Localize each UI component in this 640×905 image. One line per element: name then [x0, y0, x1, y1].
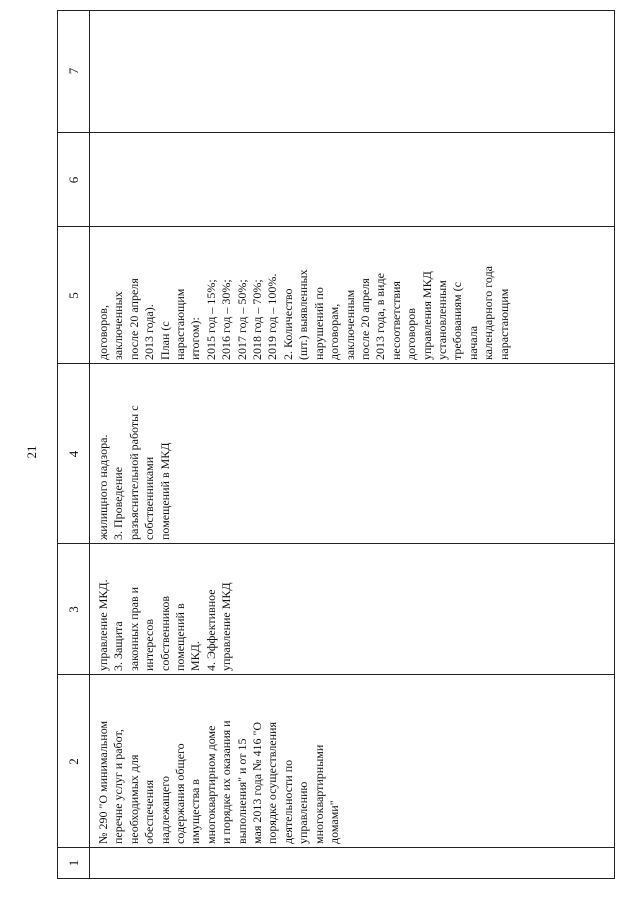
cell-line: 2019 год – 100%.	[265, 273, 280, 360]
cell-col-4	[96, 364, 173, 544]
cell-line: 2018 год – 70%;	[250, 279, 265, 360]
cell-line: помещений в МКД	[157, 442, 172, 540]
cell-line: 3. Проведение	[111, 466, 126, 540]
cell-line: договоров,	[96, 305, 110, 360]
cell-line: нарастающим	[496, 288, 511, 360]
cell-line: после 20 апреля	[357, 278, 372, 360]
cell-line: несоответствия	[388, 281, 403, 360]
cell-line: договоров	[404, 308, 419, 360]
rotated-table	[57, 10, 615, 879]
cell-line: выполнения" и от 15	[234, 738, 249, 844]
header-col-3: 3	[66, 606, 81, 613]
cell-line: МКД.	[188, 641, 203, 671]
header-col-2: 2	[66, 758, 81, 765]
cell-line: законных прав и	[126, 586, 141, 671]
cell-line: 2. Количество	[280, 288, 295, 360]
cell-line: заключенным	[342, 289, 357, 360]
cell-col-2	[96, 675, 343, 848]
cell-line: заключенных	[111, 291, 126, 360]
header-col-4: 4	[66, 450, 81, 458]
cell-line: имущества в	[188, 779, 203, 844]
cell-line: 2017 год – 50%;	[234, 279, 249, 360]
cell-line: многоквартирном доме	[203, 725, 218, 844]
column-divider	[58, 132, 614, 133]
cell-line: многоквартирными	[311, 744, 326, 844]
cell-line: интересов	[142, 618, 157, 671]
cell-line: управление МКД	[219, 582, 234, 671]
cell-line: 2013 года).	[142, 304, 157, 360]
cell-line: помещений в	[173, 603, 188, 671]
cell-line: мая 2013 года № 416 "О	[250, 721, 265, 844]
cell-line: 2016 год – 30%;	[219, 279, 234, 360]
cell-line: и порядке их оказания и	[219, 720, 234, 844]
cell-line: содержания общего	[173, 743, 188, 844]
cell-line: порядке осуществления	[265, 722, 280, 844]
header-col-1: 1	[66, 859, 81, 867]
cell-line: жилищного надзора.	[96, 434, 110, 540]
cell-line: 2015 год – 15%;	[203, 279, 218, 360]
cell-line: после 20 апреля	[126, 278, 141, 360]
header-col-7: 7	[66, 67, 81, 75]
cell-line: необходимых для	[126, 754, 141, 844]
header-col-5: 5	[66, 292, 81, 299]
cell-line: начала	[465, 325, 480, 360]
page-number: 21	[24, 445, 39, 459]
cell-line: управление МКД.	[96, 579, 110, 671]
cell-line: 4. Эффективное	[203, 589, 218, 671]
cell-line: установленным	[434, 280, 449, 360]
cell-line: договорам,	[327, 303, 342, 360]
cell-col-5	[96, 227, 512, 364]
cell-col-3	[96, 544, 235, 675]
cell-line: итогом):	[188, 317, 203, 360]
header-col-6: 6	[66, 176, 81, 184]
cell-line: надлежащего	[157, 776, 172, 844]
cell-line: План (с	[157, 321, 172, 360]
cell-line: требованиям (с	[450, 282, 465, 360]
cell-line: № 290 "О минимальном	[96, 720, 110, 844]
cell-line: 3. Защита	[111, 621, 126, 671]
cell-line: перечне услуг и работ,	[111, 729, 126, 844]
cell-line: обеспечения	[142, 779, 157, 844]
cell-line: календарного года	[481, 265, 496, 360]
cell-line: нарушений по	[311, 287, 326, 360]
cell-line: (шт.) выявленных	[296, 269, 311, 360]
cell-line: домами"	[327, 800, 342, 844]
cell-line: нарастающим	[173, 288, 188, 360]
cell-line: деятельности по	[280, 759, 295, 844]
cell-line: 2013 года, в виде	[373, 273, 388, 360]
cell-line: собственников	[157, 595, 172, 671]
cell-line: управления МКД	[419, 271, 434, 360]
cell-line: разъяснительной работы с	[126, 405, 141, 540]
cell-line: собственниками	[142, 456, 157, 540]
table-header-row	[58, 11, 90, 878]
cell-line: управлению	[296, 781, 311, 844]
